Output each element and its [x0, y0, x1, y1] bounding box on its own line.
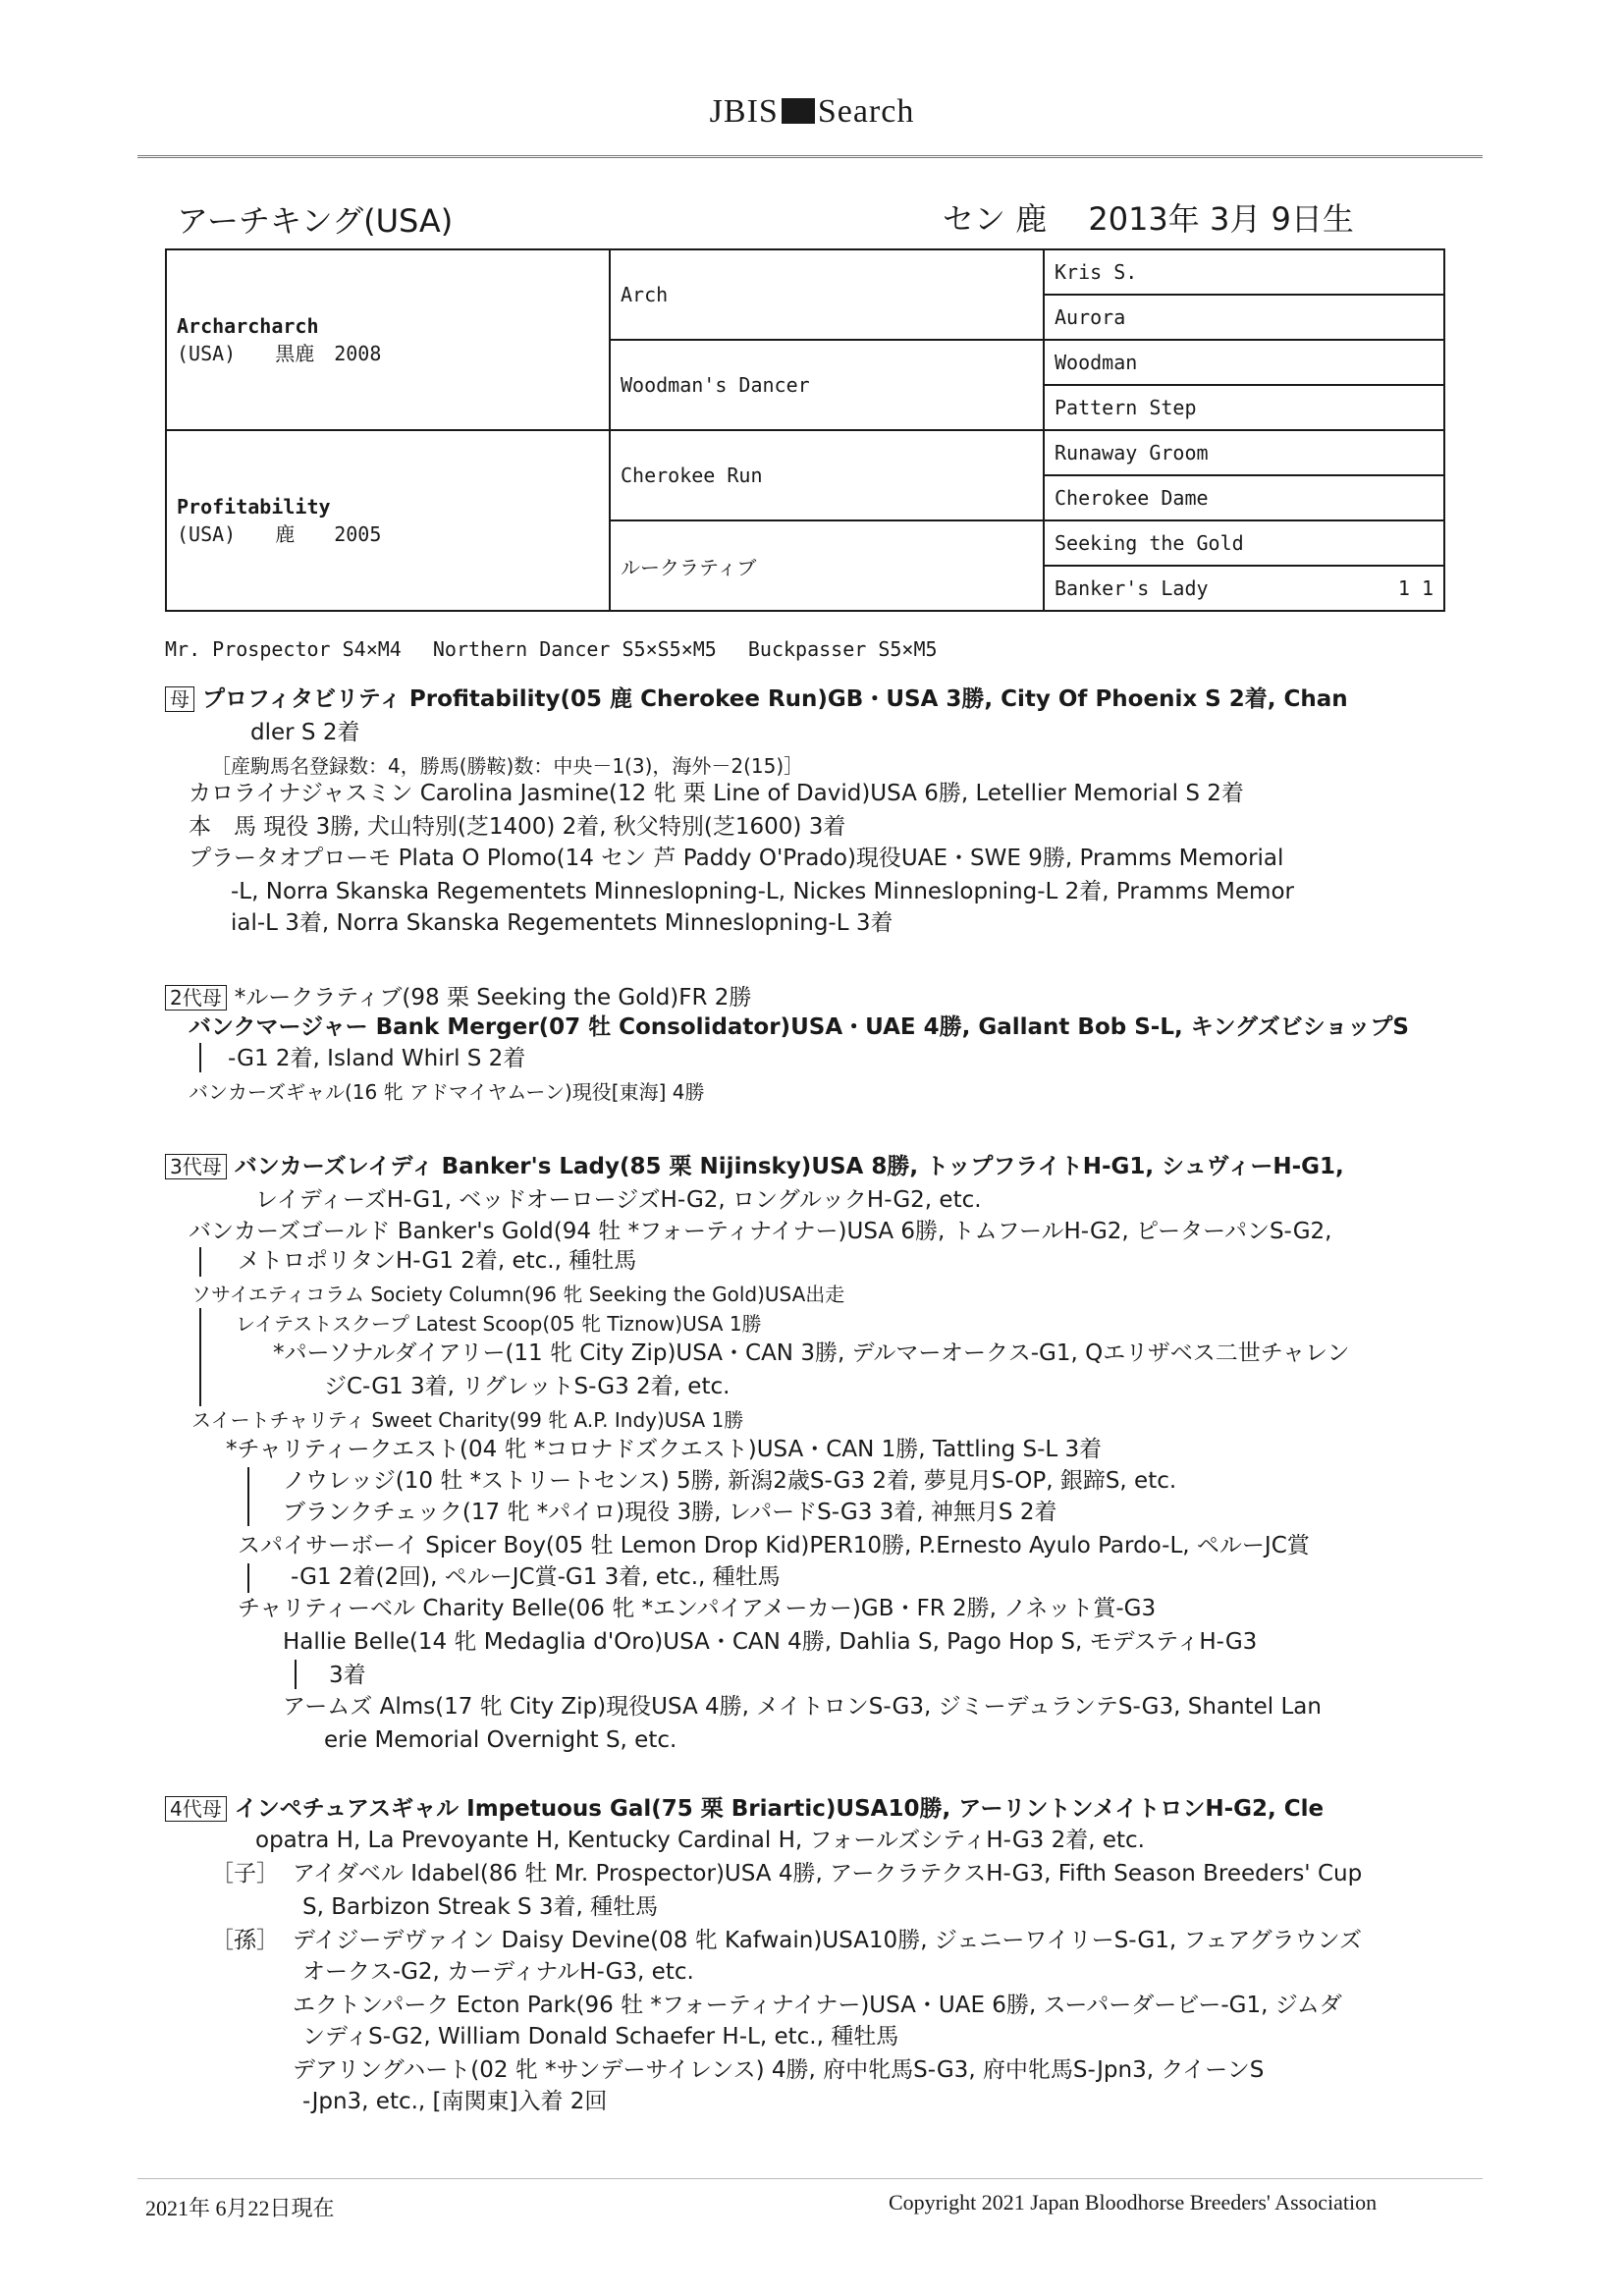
dam-line-3: ［産駒馬名登録数：4，勝馬(勝鞍)数：中央－1(3)，海外－2(15)］ — [211, 754, 804, 778]
g3-line-7: *パーソナルダイアリー(11 牝 City Zip)USA・CAN 3勝, デルマーオークス-G1, Qエリザベス二世チャレン — [273, 1340, 1350, 1366]
grandchildren-label: ［孫］ — [211, 1928, 279, 1953]
g4-line-1: インペチュアスギャル Impetuous Gal(75 栗 Briartic)USA10勝, アーリントンメイトロンH-G2, Cle — [234, 1796, 1325, 1822]
g4-line-11: デアリングハート(02 牝 *サンデーサイレンス) 4勝, 府中牝馬S-G3, 府中牝馬S-Jpn3, クイーンS — [293, 2057, 1265, 2083]
g3-line-5: ソサイエティコラム Society Column(96 牝 Seeking the Gold)USA出走 — [191, 1283, 845, 1306]
dam-info: (USA) 鹿 2005 — [177, 521, 382, 546]
tree-bar — [247, 1467, 249, 1526]
horse-logo-icon — [782, 98, 815, 124]
children-label: ［子］ — [211, 1861, 279, 1886]
g2-heading — [165, 982, 751, 1013]
g3-line-18: アームズ Alms(17 牝 City Zip)現役USA 4勝, メイトロンS-G3, ジミーデュランテS-G3, Shantel Lan — [283, 1694, 1322, 1720]
g3-line-9: スイートチャリティ Sweet Charity(99 牝 A.P. Indy)USA 1勝 — [191, 1408, 744, 1432]
sire-cell — [166, 249, 610, 430]
site-logo — [0, 93, 1624, 131]
dam-line-7: -L, Norra Skanska Regementets Minneslopning-L, Nickes Minneslopning-L 2着, Pramms Memor — [231, 879, 1294, 904]
dam-line-1: プロフィタビリティ Profitability(05 鹿 Cherokee Run)GB・USA 3勝, City Of Phoenix S 2着, Chan — [202, 686, 1348, 712]
g3-line-11: ノウレッジ(10 牡 *ストリートセンス) 5勝, 新潟2歳S-G3 2着, 夢見月S-OP, 銀蹄S, etc. — [283, 1468, 1177, 1494]
g3-line-4: メトロポリタンH-G1 2着, etc., 種牡馬 — [238, 1248, 637, 1274]
g2-line-2: バンクマージャー Bank Merger(07 牡 Consolidator)USA・UAE 4勝, Gallant Bob S-L, キングズビショップS — [189, 1014, 1409, 1040]
g3-line-3: バンカーズゴールド Banker's Gold(94 牡 *フォーティナイナー)USA 6勝, トムフールH-G2, ピーターパンS-G2, — [189, 1219, 1332, 1244]
g4-line-8: オークス-G2, カーディナルH-G3, etc. — [302, 1959, 694, 1985]
section-tag-g3: 3代母 — [165, 1154, 227, 1179]
g3-line-10: *チャリティークエスト(04 牝 *コロナドズクエスト)USA・CAN 1勝, Tattling S-L 3着 — [226, 1437, 1103, 1462]
tree-bar — [199, 1247, 201, 1277]
g2-line-1: *ルークラティブ(98 栗 Seeking the Gold)FR 2勝 — [234, 985, 752, 1011]
g2-line-4: バンカーズギャル(16 牝 アドマイヤムーン)現役[東海] 4勝 — [189, 1080, 705, 1104]
g3-5: Runaway Groom — [1044, 430, 1444, 475]
logo-text-right: Search — [817, 93, 915, 130]
dam-sire: Cherokee Run — [610, 430, 1044, 520]
g3-line-16: Hallie Belle(14 牝 Medaglia d'Oro)USA・CAN 4勝, Dahlia S, Pago Hop S, モデスティH-G3 — [283, 1629, 1258, 1655]
g3-6: Cherokee Dame — [1044, 475, 1444, 520]
dam-cell — [166, 430, 610, 611]
g3-line-2: レイディーズH-G1, ベッドオーロージズH-G2, ロングルックH-G2, etc. — [255, 1187, 982, 1213]
tree-bar — [247, 1563, 249, 1593]
g4-line-7: デイジーデヴァイン Daisy Devine(08 牝 Kafwain)USA10勝, ジェニーワイリーS-G1, フェアグラウンズ — [293, 1928, 1362, 1953]
dam-heading — [165, 683, 1348, 715]
sire-name: Archarcharch — [177, 313, 319, 338]
g3-4: Pattern Step — [1044, 385, 1444, 430]
g4-line-5: S, Barbizon Streak S 3着, 種牡馬 — [302, 1894, 659, 1920]
g3-line-14: -G1 2着(2回), ペルーJC賞-G1 3着, etc., 種牡馬 — [291, 1564, 781, 1590]
g3-line-13: スパイサーボーイ Spicer Boy(05 牡 Lemon Drop Kid)PER10勝, P.Ernesto Ayulo Pardo-L, ペルーJC賞 — [238, 1533, 1310, 1558]
dam-line-5: 本 馬 現役 3勝, 犬山特別(芝1400) 2着, 秋父特別(芝1600) 3着 — [189, 814, 846, 840]
horse-name: アーチキング(USA) — [177, 202, 454, 240]
g4-line-10: ンディS-G2, William Donald Schaefer H-L, etc., 種牡馬 — [302, 2024, 899, 2050]
dam-line-2: dler S 2着 — [250, 720, 360, 745]
g4-line-4: アイダベル Idabel(86 牡 Mr. Prospector)USA 4勝, アークラテクスH-G3, Fifth Season Breeders' Cup — [293, 1861, 1363, 1886]
tree-bar — [199, 1308, 201, 1406]
tree-bar — [199, 1043, 201, 1072]
sire-dam: Woodman's Dancer — [610, 340, 1044, 430]
logo-text-left: JBIS — [709, 93, 779, 130]
dam-line-8: ial-L 3着, Norra Skanska Regementets Minneslopning-L 3着 — [231, 910, 893, 936]
g3-8 — [1044, 566, 1444, 611]
g3-line-1: バンカーズレイディ Banker's Lady(85 栗 Nijinsky)USA 8勝, トップフライトH-G1, シュヴィーH-G1, — [234, 1154, 1344, 1179]
g3-heading — [165, 1151, 1344, 1182]
sire-info: (USA) 黒鹿 2008 — [177, 341, 382, 365]
section-tag-g4: 4代母 — [165, 1796, 227, 1822]
section-tag-g2: 2代母 — [165, 985, 227, 1011]
family-number: 1 1 — [1397, 576, 1434, 600]
g3-line-6: レイテストスクープ Latest Scoop(05 牝 Tiznow)USA 1勝 — [236, 1312, 762, 1336]
inbreeding-line: Mr. Prospector S4×M4 Northern Dancer S5×S5×M5 Buckpasser S5×M5 — [165, 637, 938, 661]
footer-date: 2021年 6月22日現在 — [145, 2196, 335, 2220]
g3-7: Seeking the Gold — [1044, 520, 1444, 566]
g3-1: Kris S. — [1044, 249, 1444, 295]
g3-line-15: チャリティーベル Charity Belle(06 牝 *エンパイアメーカー)GB・FR 2勝, ノネット賞-G3 — [238, 1596, 1157, 1621]
g4-line-2: opatra H, La Prevoyante H, Kentucky Cardinal H, フォールズシティH-G3 2着, etc. — [255, 1828, 1145, 1853]
dam-line-6: プラータオプローモ Plata O Plomo(14 セン 芦 Paddy O'Prado)現役UAE・SWE 9勝, Pramms Memorial — [189, 846, 1284, 871]
dam-line-4: カロライナジャスミン Carolina Jasmine(12 牝 栗 Line of David)USA 6勝, Letellier Memorial S 2着 — [189, 781, 1244, 806]
g3-line-19: erie Memorial Overnight S, etc. — [324, 1727, 677, 1753]
horse-info: セン 鹿 2013年 3月 9日生 — [943, 200, 1354, 238]
g4-line-9: エクトンパーク Ecton Park(96 牡 *フォーティナイナー)USA・UAE 6勝, スーパーダービー-G1, ジムダ — [293, 1993, 1342, 2018]
dam-dam: ルークラティブ — [610, 520, 1044, 611]
g3-line-12: ブランクチェック(17 牝 *パイロ)現役 3勝, レパードS-G3 3着, 神無月S 2着 — [283, 1500, 1057, 1525]
section-tag-dam: 母 — [165, 686, 194, 712]
g3-line-8: ジC-G1 3着, リグレットS-G3 2着, etc. — [324, 1374, 731, 1399]
g2-line-3: -G1 2着, Island Whirl S 2着 — [228, 1046, 526, 1071]
dam-name: Profitability — [177, 494, 331, 519]
sire-sire: Arch — [610, 249, 1044, 340]
tree-bar — [295, 1660, 297, 1689]
g4-heading — [165, 1793, 1324, 1825]
header-divider — [137, 155, 1483, 158]
g3-8-name: Banker's Lady — [1055, 576, 1209, 600]
g3-2: Aurora — [1044, 295, 1444, 340]
footer-copyright: Copyright 2021 Japan Bloodhorse Breeders' Association — [889, 2190, 1378, 2214]
g3-3: Woodman — [1044, 340, 1444, 385]
g4-line-12: -Jpn3, etc., [南関東]入着 2回 — [302, 2089, 608, 2114]
footer-divider — [137, 2178, 1483, 2179]
g3-line-17: 3着 — [329, 1663, 366, 1688]
pedigree-table — [165, 248, 1445, 612]
